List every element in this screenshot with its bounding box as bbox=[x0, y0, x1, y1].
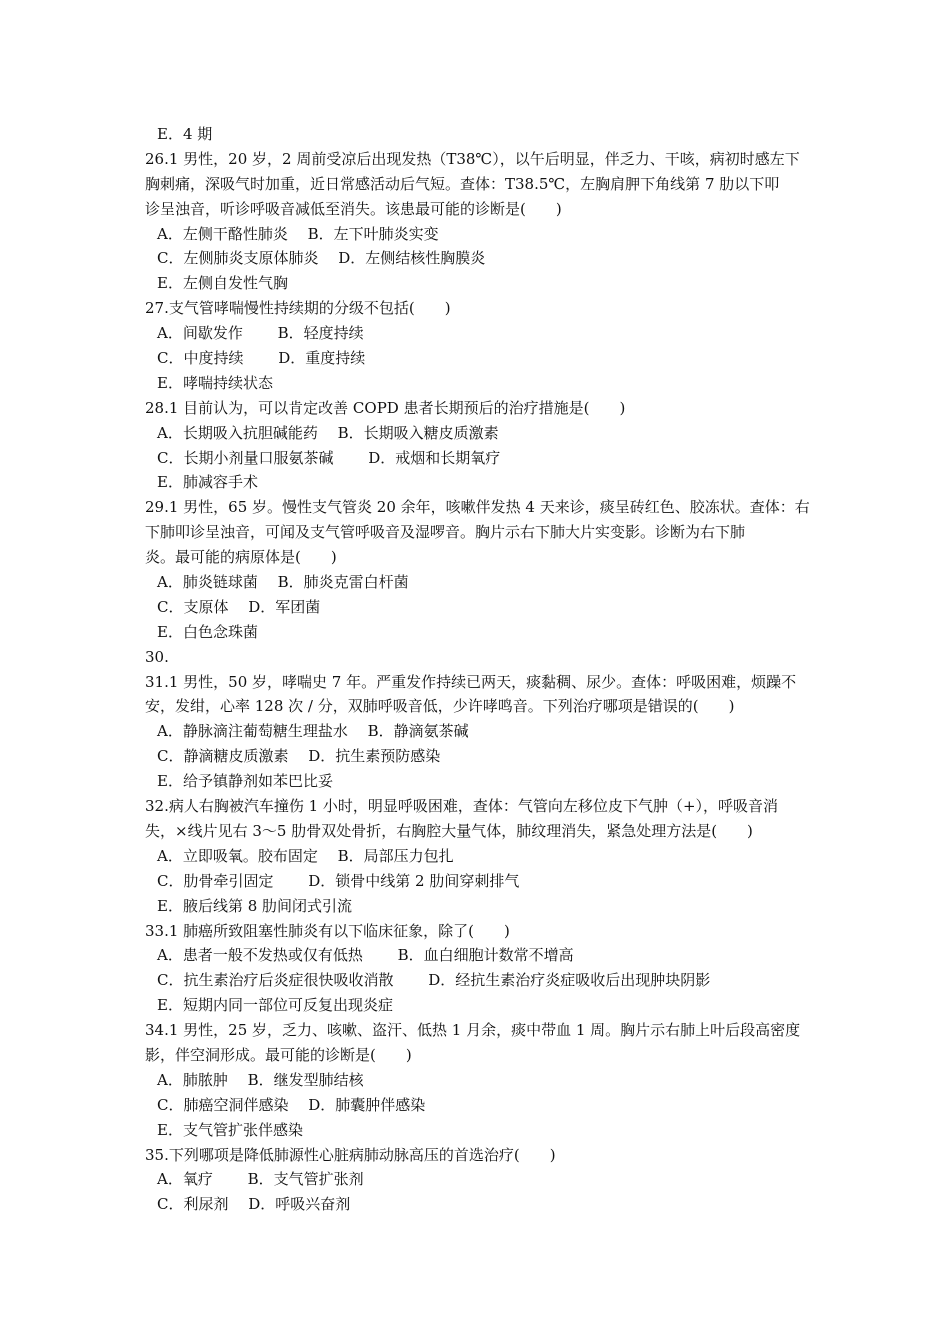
question-line: 诊呈浊音，听诊呼吸音减低至消失。该患最可能的诊断是( ) bbox=[145, 199, 562, 218]
option-line: C．左侧肺炎支原体肺炎 D．左侧结核性胸膜炎 bbox=[157, 249, 486, 268]
option-line: A．患者一般不发热或仅有低热 B．血白细胞计数常不增高 bbox=[157, 946, 574, 965]
option-line: E．肺减容手术 bbox=[157, 473, 258, 492]
option-line: E．给予镇静剂如苯巴比妥 bbox=[157, 772, 333, 791]
option-line: A．氧疗 B．支气管扩张剂 bbox=[157, 1170, 364, 1189]
question-line: 32.病人右胸被汽车撞伤 1 小时，明显呼吸困难，查体：气管向左移位皮下气肿（+），呼吸音消 bbox=[145, 797, 779, 816]
question-line: 下肺叩诊呈浊音，可闻及支气管呼吸音及湿啰音。胸片示右下肺大片实变影。诊断为右下肺 bbox=[145, 523, 746, 542]
question-line: 29.1 男性，65 岁。慢性支气管炎 20 余年，咳嗽伴发热 4 天来诊，痰呈砖红色、胶冻状。查体：右 bbox=[145, 498, 810, 517]
option-line: C．静滴糖皮质激素 D．抗生素预防感染 bbox=[157, 747, 441, 766]
option-line: C．长期小剂量口服氨茶碱 D．戒烟和长期氧疗 bbox=[157, 448, 501, 467]
question-line: 影，伴空洞形成。最可能的诊断是( ) bbox=[145, 1045, 412, 1064]
option-line: E．4 期 bbox=[157, 125, 213, 143]
option-line: E．白色念珠菌 bbox=[157, 622, 258, 641]
question-line: 34.1 男性，25 岁，乏力、咳嗽、盗汗、低热 1 月余，痰中带血 1 周。胸片示右肺上叶后段高密度 bbox=[145, 1021, 801, 1040]
option-line: C．中度持续 D．重度持续 bbox=[157, 349, 366, 368]
question-line: 失，×线片见右 3～5 肋骨双处骨折，右胸腔大量气体，肺纹理消失，紧急处理方法是( ) bbox=[145, 821, 753, 840]
option-line: E．左侧自发性气胸 bbox=[157, 274, 288, 293]
question-line: 31.1 男性，50 岁，哮喘史 7 年。严重发作持续已两天，痰黏稠、尿少。查体：呼吸困难，烦躁不 bbox=[145, 672, 797, 691]
option-line: A．间歇发作 B．轻度持续 bbox=[157, 324, 364, 343]
option-line: A．左侧干酪性肺炎 B．左下叶肺炎实变 bbox=[157, 224, 439, 243]
option-line: A．肺脓肿 B．继发型肺结核 bbox=[157, 1070, 364, 1089]
option-line: E．短期内同一部位可反复出现炎症 bbox=[157, 996, 393, 1015]
question-line: 30. bbox=[145, 647, 169, 666]
option-line: E．腋后线第 8 肋间闭式引流 bbox=[157, 896, 353, 915]
question-line: 27.支气管哮喘慢性持续期的分级不包括( ) bbox=[145, 299, 451, 318]
question-line: 安，发绀，心率 128 次 / 分，双肺呼吸音低，少许哮鸣音。下列治疗哪项是错误的( ) bbox=[145, 697, 735, 716]
question-line: 26.1 男性，20 岁，2 周前受凉后出现发热（T38℃），以午后明显，伴乏力、干咳，病初时感左下 bbox=[145, 149, 800, 168]
question-line: 炎。最可能的病原体是( ) bbox=[145, 548, 337, 567]
option-line: A．长期吸入抗胆碱能药 B．长期吸入糖皮质激素 bbox=[157, 423, 499, 442]
option-line: C．支原体 D．军团菌 bbox=[157, 597, 321, 616]
option-line: C．利尿剂 D．呼吸兴奋剂 bbox=[157, 1195, 351, 1214]
option-line: E．支气管扩张伴感染 bbox=[157, 1120, 303, 1139]
question-line: 35.下列哪项是降低肺源性心脏病肺动脉高压的首选治疗( ) bbox=[145, 1145, 556, 1164]
option-line: C．抗生素治疗后炎症很快吸收消散 D．经抗生素治疗炎症吸收后出现肿块阴影 bbox=[157, 971, 711, 990]
document-body bbox=[145, 122, 810, 1217]
option-line: E．哮喘持续状态 bbox=[157, 373, 273, 392]
question-line: 胸刺痛，深吸气时加重，近日常感活动后气短。查体：T38.5℃，左胸肩胛下角线第 7 肋以下叩 bbox=[145, 174, 780, 193]
option-line: A．立即吸氧。胶布固定 B．局部压力包扎 bbox=[157, 846, 454, 865]
option-line: A．静脉滴注葡萄糖生理盐水 B．静滴氨茶碱 bbox=[157, 722, 469, 741]
question-line: 28.1 目前认为，可以肯定改善 COPD 患者长期预后的治疗措施是( ) bbox=[145, 398, 626, 417]
question-line: 33.1 肺癌所致阻塞性肺炎有以下临床征象，除了( ) bbox=[145, 921, 510, 940]
option-line: C．肋骨牵引固定 D．锁骨中线第 2 肋间穿刺排气 bbox=[157, 871, 520, 890]
option-line: C．肺癌空洞伴感染 D．肺囊肿伴感染 bbox=[157, 1095, 426, 1114]
option-line: A．肺炎链球菌 B．肺炎克雷白杆菌 bbox=[157, 573, 409, 592]
